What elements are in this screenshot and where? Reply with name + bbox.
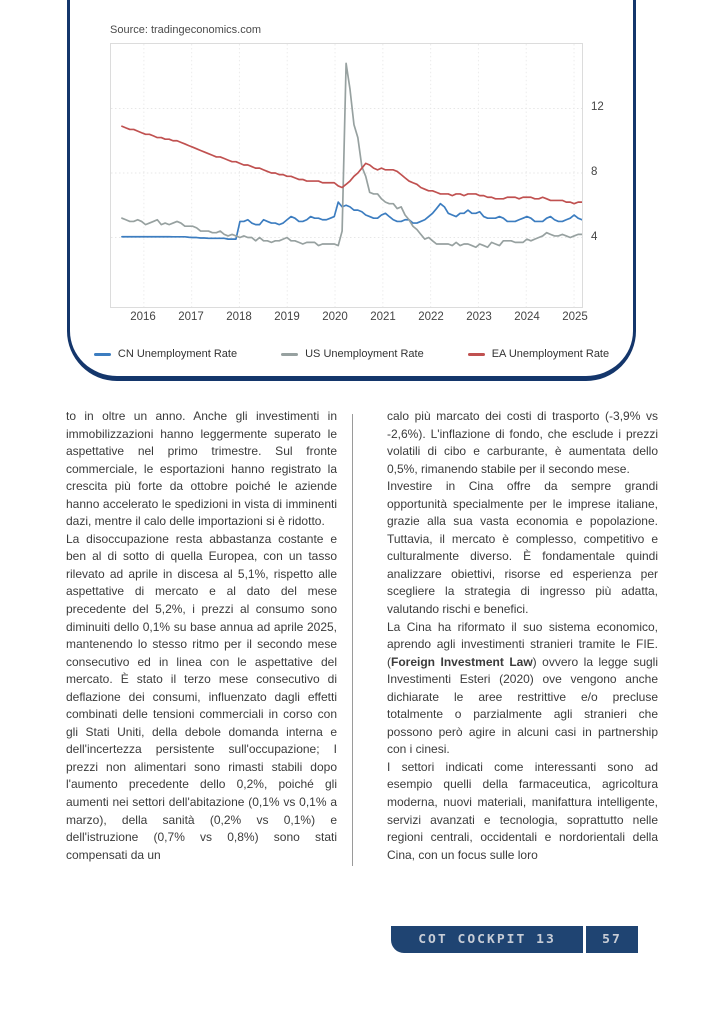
y-axis-tick-12: 12 (591, 101, 604, 113)
x-axis-tick-2022: 2022 (418, 311, 444, 323)
legend-item-us (281, 348, 424, 360)
legend-label-cn: CN Unemployment Rate (117, 348, 238, 360)
footer-title-banner (391, 926, 583, 953)
paragraph: I settori indicati come interessanti sono ad esempio quelli della farmaceutica, agricoltura moderna, nuovi materiali, manifattura intelligente, servizi avanzati e tecnologia, soprattutto nelle regioni centrali, occidentali e nordorientali della Cina, con un focus sulle loro (387, 759, 658, 862)
legend-label-ea: EA Unemployment Rate (491, 348, 610, 360)
ea-line-swatch-icon (468, 353, 485, 356)
cn-line-swatch-icon (94, 353, 111, 356)
x-axis-tick-2025: 2025 (562, 311, 588, 323)
x-axis-tick-2016: 2016 (130, 311, 156, 323)
paragraph: Investire in Cina offre da sempre grandi opportunità specialmente per le imprese italiane, grazie alla sua vasta economia e popolazione. Tuttavia, il mercato è complesso, competitivo e culturalmente diverso. È fondamentale quindi analizzare obiettivi, risorse ed esperienza per scegliere la strategia di ingresso più adatta, valutando rischi e benefici. (387, 479, 658, 617)
y-axis-tick-4: 4 (591, 231, 598, 243)
footer (391, 926, 638, 953)
x-axis-tick-2019: 2019 (274, 311, 300, 323)
paragraph: La Cina ha riformato il suo sistema economico, aprendo agli investimenti stranieri tramite le FIE. (Foreign Investment Law) ovvero la legge sugli Investimenti Esteri (2020) ove vengono anche dichiarate le aree restrittive e/o precluse totalmente o parzialmente agli stranieri che possono però agire in alcuni casi in partnership con i cinesi. (387, 619, 659, 757)
x-axis-tick-2017: 2017 (178, 311, 204, 323)
x-axis (0, 311, 701, 327)
footer-page-number-box (586, 926, 638, 953)
chart-plot-area (110, 43, 583, 308)
footer-title: COT COCKPIT 13 (418, 932, 556, 947)
x-axis-tick-2020: 2020 (322, 311, 348, 323)
chart-plot-svg (111, 44, 582, 307)
x-axis-tick-2024: 2024 (514, 311, 540, 323)
paragraph: calo più marcato dei costi di trasporto (-3,9% vs -2,6%). L'inflazione di fondo, che esclude i prezzi volatili di cibo e carburante, è aumentata dello 0,5%, rimanendo stabile per il secondo mese. (387, 409, 658, 476)
paragraph: to in oltre un anno. Anche gli investimenti in immobilizzazioni hanno leggermente superato le aspettative nel primo trimestre. Sul fronte commerciale, le esportazioni hanno registrato la crescita più forte da ottobre poiché le aziende hanno accelerato le spedizioni in vista di imminenti dazi, mentre il calo delle importazioni si è ridotto. (66, 409, 337, 529)
text-column-left (66, 408, 337, 864)
x-axis-tick-2023: 2023 (466, 311, 492, 323)
chart-legend (67, 348, 636, 360)
footer-page-number: 57 (602, 932, 622, 947)
us-line-swatch-icon (281, 353, 298, 356)
text-column-right (387, 408, 658, 864)
legend-item-cn (94, 348, 237, 360)
paragraph: La disoccupazione resta abbastanza costante e ben al di sotto di quella Europea, con un tasso rilevato ad aprile in discesa al 5,1%, rispetto alle aspettative di mercato e al dato del mese precedente del 5,2%, i prezzi al consumo sono diminuiti dello 0,1% su base annua ad aprile 2025, mantenendo lo stesso ritmo per il secondo mese consecutivo ed in linea con le aspettative del mercato. È stato il terzo mese consecutivo di deflazione dei consumi, influenzato dagli effetti combinati delle tensioni commerciali in corso con gli Stati Uniti, della debole domanda interna e dell'incertezza persistente sull'occupazione; I prezzi non alimentari sono rimasti stabili dopo l'aumento precedente dello 0,2%, poiché gli aumenti nei settori dell'abitazione (0,1% vs 0,1% a marzo), della sanità (0,2% vs 0,1%) e dell'istruzione (0,7% vs 0,8%) sono stati compensati da un (66, 531, 337, 862)
legend-item-ea (468, 348, 609, 360)
column-divider (352, 414, 353, 866)
y-axis-tick-8: 8 (591, 166, 598, 178)
chart-source-label: Source: tradingeconomics.com (110, 24, 262, 36)
x-axis-tick-2018: 2018 (226, 311, 252, 323)
legend-label-us: US Unemployment Rate (305, 348, 424, 360)
x-axis-tick-2021: 2021 (370, 311, 396, 323)
